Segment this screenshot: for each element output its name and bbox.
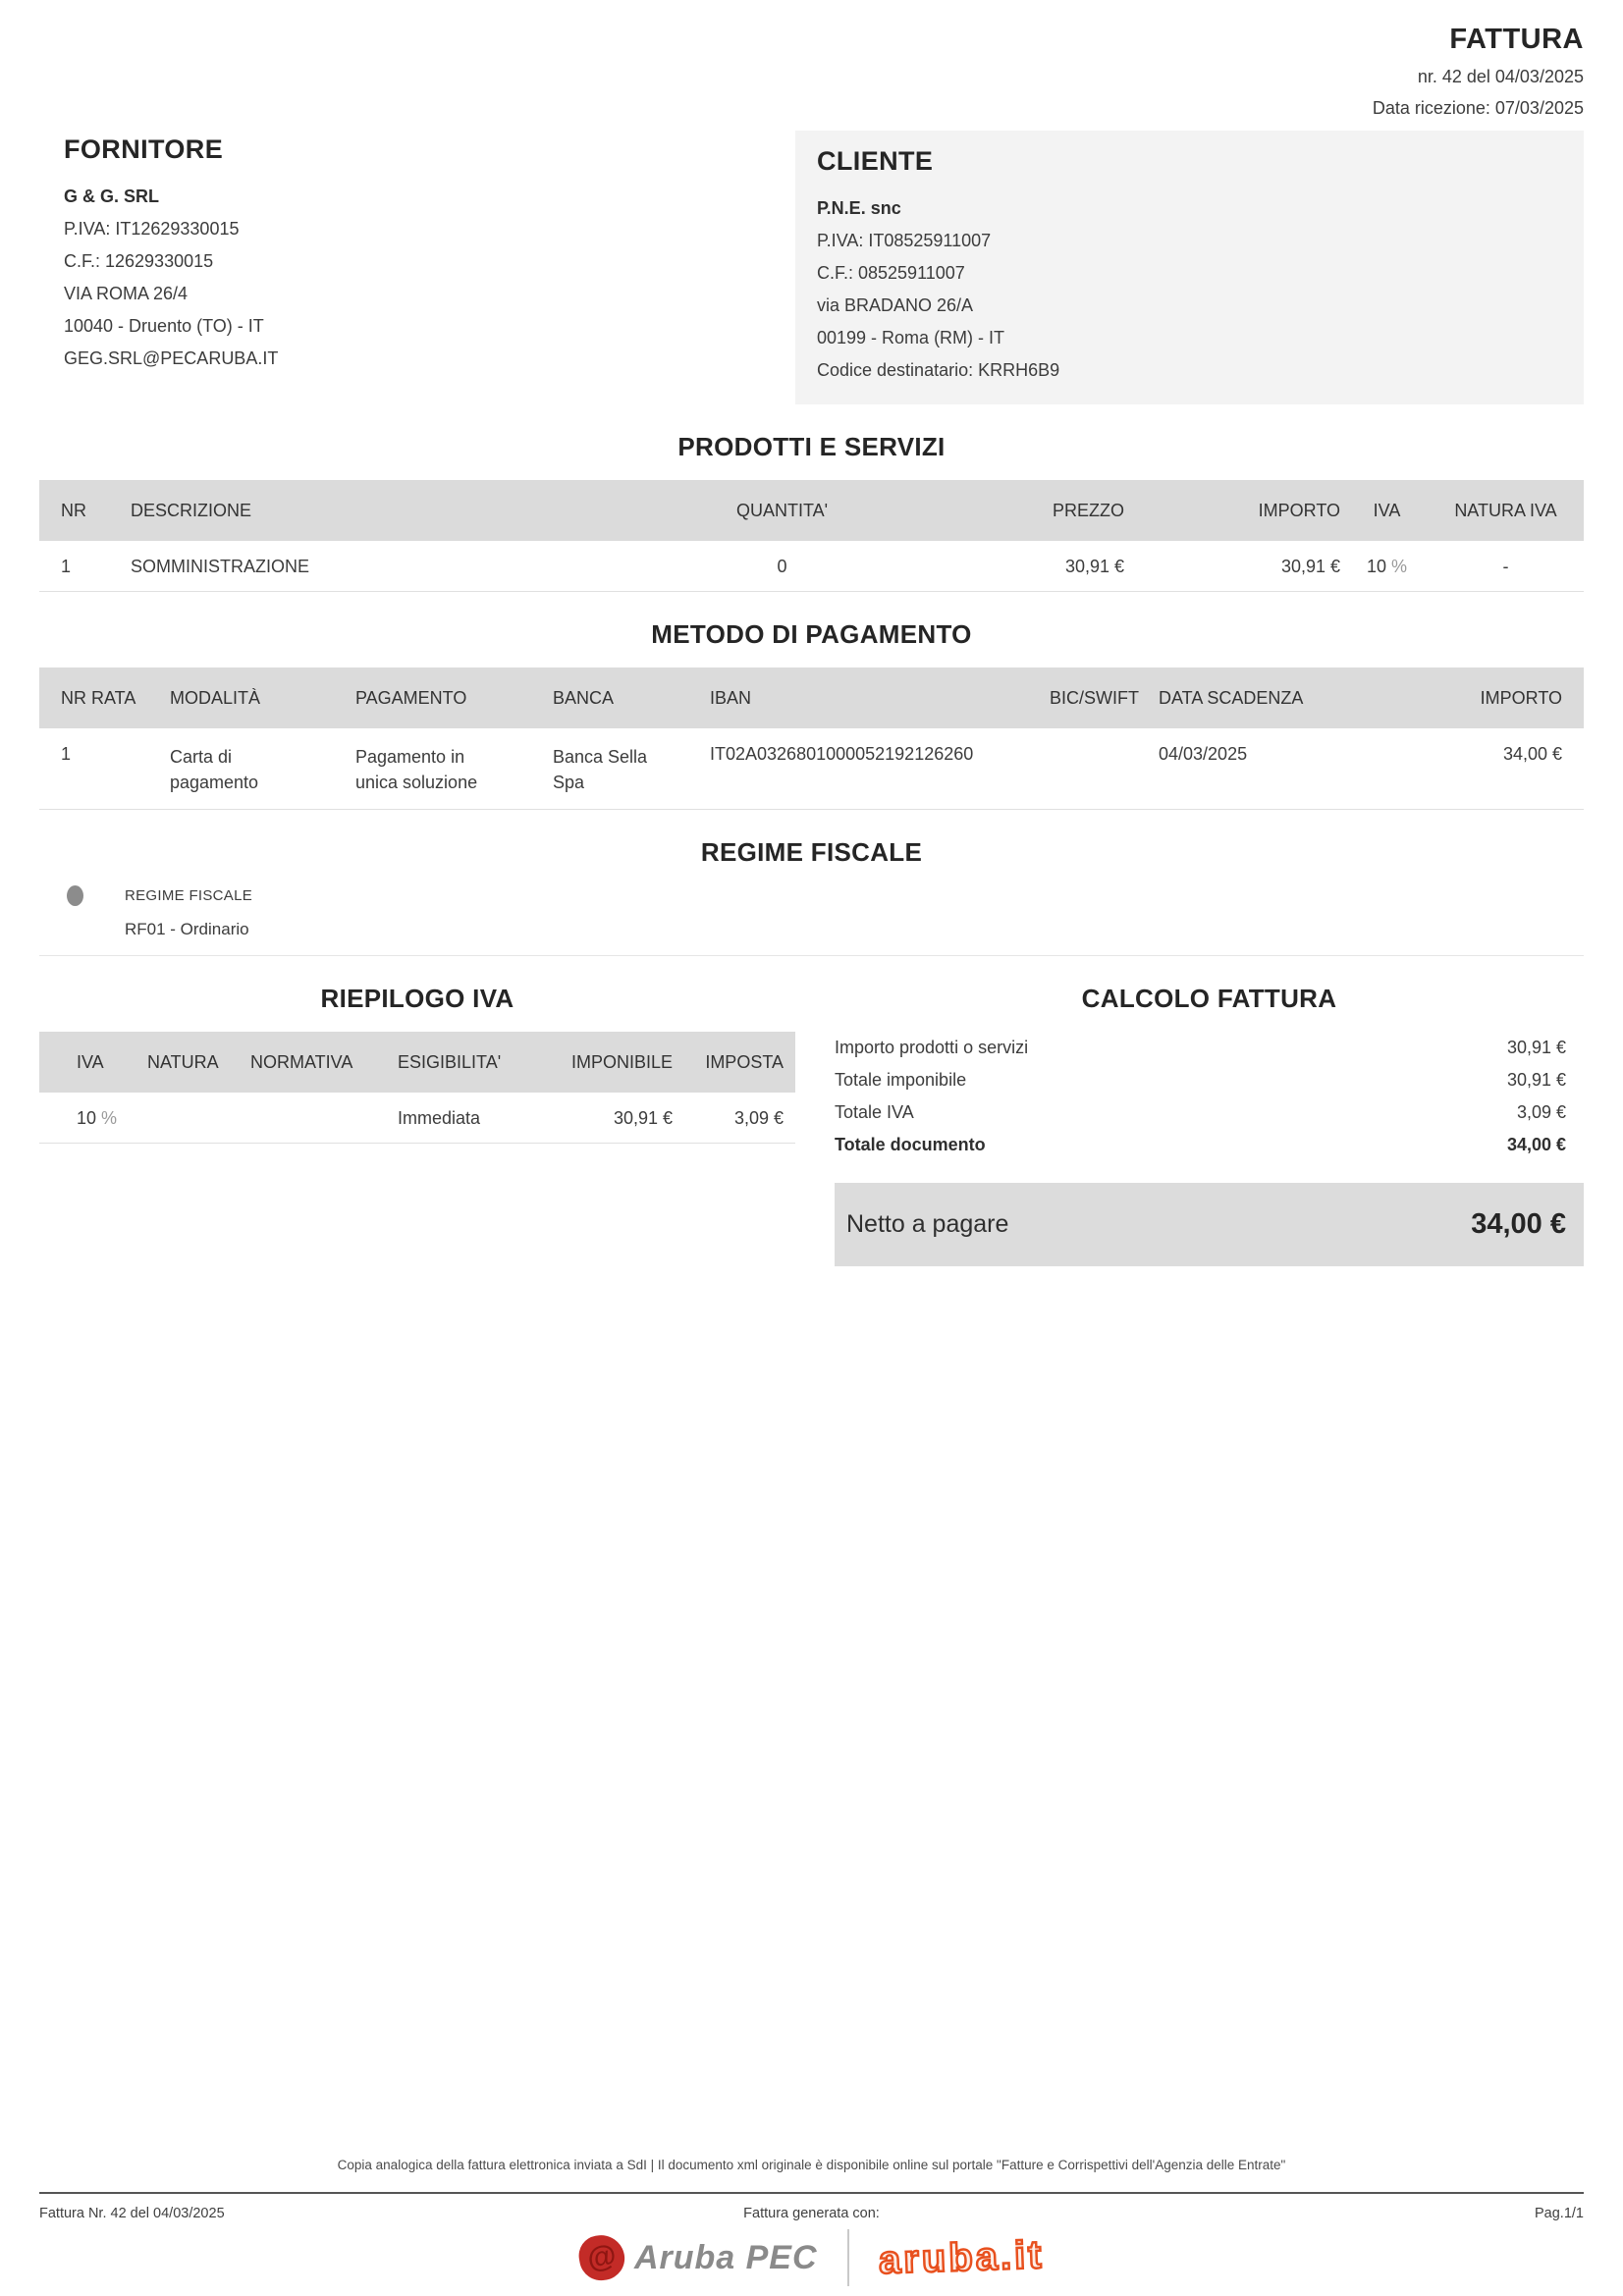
- column-header: IMPONIBILE: [570, 1051, 673, 1072]
- payment-mode: Carta di pagamento: [170, 747, 259, 792]
- column-header: IVA: [77, 1051, 104, 1072]
- percent-sign: %: [101, 1108, 118, 1128]
- customer-destination-code: Codice destinatario: KRRH6B9: [817, 360, 1060, 380]
- invoice-calc-title: CALCOLO FATTURA: [1081, 984, 1337, 1013]
- supplier-email: GEG.SRL@PECARUBA.IT: [64, 348, 279, 368]
- vat-tax-amount: 3,09 €: [733, 1108, 784, 1128]
- supplier-address: VIA ROMA 26/4: [64, 284, 189, 303]
- footer-generated-with: Fattura generata con:: [743, 2206, 880, 2221]
- tax-regime-title: REGIME FISCALE: [700, 837, 923, 867]
- bullet-icon: [67, 885, 83, 906]
- tax-regime-section: [39, 810, 1584, 956]
- net-to-pay-box: [835, 1183, 1584, 1266]
- products-title: PRODOTTI E SERVIZI: [677, 432, 946, 461]
- supplier-city: 10040 - Druento (TO) - IT: [64, 316, 264, 336]
- footer-invoice-ref: Fattura Nr. 42 del 04/03/2025: [39, 2206, 225, 2221]
- product-vat-nature: -: [1502, 557, 1509, 576]
- payment-bank: Banca Sella Spa: [553, 747, 648, 792]
- tax-regime-label: REGIME FISCALE: [125, 887, 253, 904]
- payment-amount: 34,00 €: [1502, 744, 1562, 764]
- column-header: PREZZO: [1052, 500, 1124, 520]
- customer-fiscal-code: C.F.: 08525911007: [817, 263, 965, 283]
- calc-value: 3,09 €: [1516, 1102, 1566, 1122]
- payment-section: [39, 592, 1584, 810]
- payment-iban: IT02A0326801000052192126260: [710, 744, 974, 764]
- aruba-pec-logo: [579, 2235, 818, 2280]
- column-header: IBAN: [710, 687, 752, 708]
- vat-summary-title: RIEPILOGO IVA: [320, 984, 514, 1013]
- footer-disclaimer: Copia analogica della fattura elettronica inviata a SdI | Il documento xml originale è disponibile online sul portale "Fatture e Corrispettivi dell'Agenzia delle Entrate": [337, 2158, 1286, 2172]
- customer-address: via BRADANO 26/A: [817, 295, 974, 315]
- product-price: 30,91 €: [1064, 557, 1124, 576]
- customer-section: [795, 131, 1584, 404]
- supplier-heading: FORNITORE: [64, 134, 224, 164]
- tax-regime-row: [39, 885, 1584, 906]
- percent-sign: %: [1391, 557, 1408, 576]
- document-title: FATTURA: [1449, 24, 1584, 55]
- column-header: NATURA IVA: [1454, 500, 1557, 520]
- column-header: IMPORTO: [1258, 500, 1340, 520]
- page-footer: [39, 2158, 1584, 2286]
- calc-value: 30,91 €: [1506, 1038, 1566, 1057]
- aruba-it-logo: aruba.it: [877, 2232, 1045, 2282]
- column-header: NR: [61, 500, 86, 520]
- product-description: SOMMINISTRAZIONE: [131, 557, 310, 576]
- calc-label: Totale IVA: [835, 1102, 914, 1122]
- vat-rate: 10 %: [77, 1108, 118, 1128]
- products-table-header: [39, 480, 1584, 541]
- product-vat-rate: 10 %: [1366, 557, 1408, 576]
- customer-city: 00199 - Roma (RM) - IT: [817, 328, 1005, 347]
- calc-label: Totale imponibile: [835, 1070, 967, 1090]
- product-amount: 30,91 €: [1280, 557, 1340, 576]
- supplier-vat: P.IVA: IT12629330015: [64, 219, 240, 239]
- vat-summary-section: [39, 956, 795, 1266]
- net-to-pay-value: 34,00 €: [1471, 1208, 1566, 1240]
- column-header: IMPOSTA: [705, 1051, 784, 1072]
- invoice-number-line: nr. 42 del 04/03/2025: [1417, 67, 1584, 86]
- footer-divider: [39, 2192, 1584, 2194]
- footer-row: [39, 2206, 1584, 2221]
- products-section: [39, 404, 1584, 592]
- calc-row: [835, 1032, 1584, 1064]
- column-header: NATURA: [147, 1051, 219, 1072]
- product-nr: 1: [61, 557, 72, 576]
- customer-vat: P.IVA: IT08525911007: [817, 231, 992, 250]
- product-row: [39, 541, 1584, 592]
- column-header: BANCA: [553, 687, 615, 708]
- footer-logos: [39, 2229, 1584, 2286]
- column-header: BIC/SWIFT: [1050, 687, 1139, 708]
- invoice-calc-section: [835, 956, 1584, 1266]
- column-header: DATA SCADENZA: [1159, 687, 1304, 708]
- vat-summary-table-header: [39, 1032, 795, 1093]
- column-header: ESIGIBILITA': [398, 1051, 502, 1072]
- column-header: QUANTITA': [735, 500, 829, 520]
- calc-row: [835, 1096, 1584, 1129]
- payment-due-date: 04/03/2025: [1159, 744, 1248, 764]
- column-header: IMPORTO: [1480, 687, 1562, 708]
- calc-label: Totale documento: [835, 1135, 986, 1154]
- payment-installment-nr: 1: [61, 744, 72, 764]
- supplier-fiscal-code: C.F.: 12629330015: [64, 251, 214, 271]
- column-header: MODALITÀ: [170, 687, 261, 708]
- column-header: NR RATA: [61, 687, 136, 708]
- reception-date-line: Data ricezione: 07/03/2025: [1372, 98, 1584, 118]
- document-header: [39, 24, 1584, 119]
- calc-row: [835, 1064, 1584, 1096]
- net-to-pay-label: Netto a pagare: [846, 1210, 1009, 1238]
- customer-heading: CLIENTE: [817, 146, 934, 176]
- calc-label: Importo prodotti o servizi: [835, 1038, 1029, 1057]
- summary-columns: [39, 956, 1584, 1266]
- calc-value: 30,91 €: [1506, 1070, 1566, 1090]
- payment-table-header: [39, 667, 1584, 728]
- footer-page-number: Pag.1/1: [1535, 2206, 1584, 2221]
- tax-regime-value: RF01 - Ordinario: [125, 920, 249, 938]
- aruba-pec-logo-text: Aruba PEC: [633, 2238, 818, 2276]
- invoice-calc-rows: [835, 1032, 1584, 1161]
- vat-chargeability: Immediata: [398, 1108, 481, 1128]
- payment-type: Pagamento in unica soluzione: [355, 747, 478, 792]
- vat-summary-row: [39, 1093, 795, 1144]
- vat-taxable-amount: 30,91 €: [613, 1108, 673, 1128]
- blank-area: [39, 1266, 1584, 2158]
- calc-row-total: [835, 1129, 1584, 1161]
- aruba-pec-seal-icon: @: [575, 2231, 627, 2283]
- calc-value: 34,00 €: [1506, 1135, 1566, 1154]
- supplier-section: [39, 131, 795, 404]
- column-header: IVA: [1373, 500, 1401, 520]
- column-header: PAGAMENTO: [355, 687, 467, 708]
- payment-title: METODO DI PAGAMENTO: [651, 619, 972, 649]
- product-quantity: 0: [777, 557, 787, 576]
- column-header: DESCRIZIONE: [131, 500, 252, 520]
- parties-section: [39, 131, 1584, 404]
- supplier-name: G & G. SRL: [64, 187, 160, 206]
- logo-divider: [847, 2229, 849, 2286]
- customer-name: P.N.E. snc: [817, 198, 901, 218]
- payment-row: [39, 728, 1584, 810]
- column-header: NORMATIVA: [250, 1051, 353, 1072]
